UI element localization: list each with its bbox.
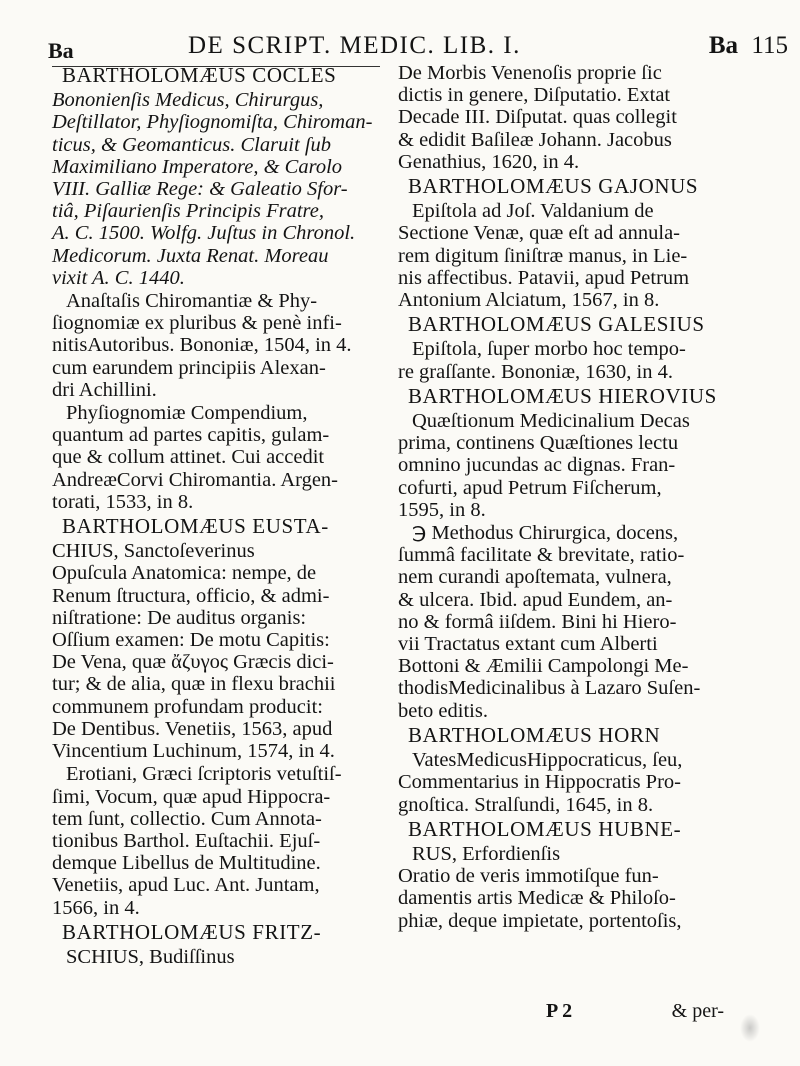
text-line: Maximiliano Imperatore, & Carolo: [52, 155, 343, 178]
text-line: beto editis.: [398, 699, 488, 722]
text-line: 1566, in 4.: [52, 896, 140, 919]
text-line: prima, continens Quæſtiones lectu: [398, 432, 679, 455]
text-line: cofurti, apud Petrum Fiſcherum,: [398, 476, 662, 499]
text-line: re graſſante. Bononiæ, 1630, in 4.: [398, 360, 673, 383]
text-line: que & collum attinet. Cui accedit: [52, 446, 325, 469]
text-line: Renum ſtructura, officio, & admi-: [52, 584, 330, 607]
entry-paragraph: [52, 402, 380, 513]
text-line: Quæſtionum Medicinalium Decas: [412, 410, 690, 433]
text-line: Medicorum. Juxta Renat. Moreau: [52, 244, 329, 267]
text-line: omnino jucundas ac dignas. Fran-: [398, 454, 676, 477]
text-line: quantum ad partes capitis, gulam-: [52, 424, 330, 447]
text-line: Sectione Venæ, quæ eſt ad annula-: [398, 222, 681, 245]
catchword: & per-: [671, 1000, 724, 1022]
text-line: Bononienſis Medicus, Chirurgus,: [52, 89, 324, 112]
text-line: niſtratione: De auditus organis:: [52, 606, 307, 629]
right-column: [398, 62, 764, 933]
entry-paragraph: [398, 62, 764, 173]
text-line: demque Libellus de Multitudine.: [52, 852, 321, 875]
text-line: De Vena, quæ ἄζυγος Græcis dici-: [52, 651, 334, 674]
text-line: Anaſtaſis Chiromantiæ & Phy-: [66, 290, 318, 313]
text-line: vii Tractatus extant cum Alberti: [398, 633, 658, 656]
text-line: ſimi, Vocum, quæ apud Hippocra-: [52, 785, 331, 808]
text-line: thodisMedicinalibus à Lazaro Suſen-: [398, 677, 701, 700]
text-line: rem digitum ſiniſtræ manus, in Lie-: [398, 244, 688, 267]
text-line: Opuſcula Anatomica: nempe, de: [52, 562, 317, 585]
text-line: VIII. Galliæ Rege: & Galeatio Sfor-: [52, 178, 348, 201]
text-line: De Dentibus. Venetiis, 1563, apud: [52, 717, 333, 740]
text-line: Bottoni & Æmilii Campolongi Me-: [398, 655, 689, 678]
text-line: Oratio de veris immotiſque fun-: [398, 865, 659, 888]
text-line: ticus, & Geomanticus. Claruit ſub: [52, 133, 332, 156]
entry-heading: BARTHOLOMÆUS COCLES: [62, 63, 337, 87]
entry-heading: BARTHOLOMÆUS HORN: [408, 722, 661, 747]
entry-paragraph: [398, 410, 764, 521]
text-line: dri Achillini.: [52, 378, 157, 401]
entry-paragraph: [398, 338, 764, 382]
text-line: 1595, in 8.: [398, 498, 486, 521]
text-line: vixit A. C. 1440.: [52, 266, 185, 289]
text-line: Epiſtola, ſuper morbo hoc tempo-: [412, 338, 686, 361]
text-line: nitisAutoribus. Bononiæ, 1504, in 4.: [52, 334, 352, 357]
text-line: ſummâ facilitate & brevitate, ratio-: [398, 544, 685, 567]
text-line: tem ſunt, collectio. Cum Annota-: [52, 807, 322, 830]
entry-heading: BARTHOLOMÆUS HIEROVIUS: [408, 383, 717, 408]
entry-paragraph: [398, 200, 764, 311]
text-line: Epiſtola ad Joſ. Valdanium de: [412, 200, 654, 223]
text-line: De Morbis Venenoſis proprie ſic: [398, 62, 662, 84]
text-line: AndreæCorvi Chiromantia. Argen-: [52, 468, 339, 491]
text-line: Venetiis, apud Luc. Ant. Juntam,: [52, 874, 320, 897]
running-header: [48, 30, 788, 64]
entry-heading: BARTHOLOMÆUS EUSTA-: [62, 514, 329, 539]
text-line: ſiognomiæ ex pluribus & penè infi-: [52, 312, 342, 335]
text-line: dictis in genere, Diſputatio. Extat: [398, 84, 671, 107]
text-line: Phyſiognomiæ Compendium,: [66, 402, 308, 425]
text-line: A. C. 1500. Wolfg. Juſtus in Chronol.: [52, 222, 356, 245]
paper-stain: [740, 1014, 760, 1042]
text-line: tionibus Barthol. Euſtachii. Ejuſ-: [52, 829, 321, 852]
left-column: [52, 62, 380, 969]
entry-paragraph: [398, 522, 764, 722]
text-line: cum earundem principiis Alexan-: [52, 356, 326, 379]
text-line: torati, 1533, in 8.: [52, 490, 194, 513]
text-line: CHIUS, Sanctoſeverinus: [52, 540, 255, 563]
text-line: & edidit Baſileæ Johann. Jacobus: [398, 128, 672, 151]
text-line: communem profundam producit:: [52, 695, 323, 718]
entry-paragraph: [52, 290, 380, 401]
entry-heading: BARTHOLOMÆUS FRITZ-: [62, 919, 322, 944]
text-line: & ulcera. Ibid. apud Eundem, an-: [398, 588, 673, 611]
entry-heading: BARTHOLOMÆUS GALESIUS: [408, 312, 705, 337]
text-line: ℈ Methodus Chirurgica, docens,: [412, 522, 679, 545]
text-line: VatesMedicusHippocraticus, ſeu,: [412, 749, 683, 772]
header-title: DE SCRIPT. MEDIC. LIB. I.: [188, 32, 521, 59]
text-line: Erotiani, Græci ſcriptoris vetuſtiſ-: [66, 763, 342, 786]
entry-paragraph: [52, 763, 380, 918]
text-line: no & formâ iiſdem. Bini hi Hiero-: [398, 610, 677, 633]
text-line: Vincentium Luchinum, 1574, in 4.: [52, 740, 335, 763]
text-line: Commentarius in Hippocratis Pro-: [398, 771, 681, 794]
entry-paragraph: [398, 843, 764, 932]
entry-paragraph: [52, 540, 380, 762]
text-line: nis affectibus. Patavii, apud Petrum: [398, 266, 690, 289]
signature-mark: P 2: [546, 1000, 573, 1022]
text-line: Decade III. Diſputat. quas collegit: [398, 106, 677, 129]
text-line: gnoſtica. Stralſundi, 1645, in 8.: [398, 793, 654, 816]
entry-paragraph: [52, 946, 380, 968]
header-left-mark: Ba: [48, 38, 74, 63]
text-line: phiæ, deque impietate, portentoſis,: [398, 909, 682, 932]
text-line: Oſſium examen: De motu Capitis:: [52, 629, 330, 652]
text-line: tur; & de alia, quæ in flexu brachii: [52, 673, 336, 696]
text-line: RUS, Erfordienſis: [412, 842, 561, 865]
text-line: nem curandi apoſtemata, vulnera,: [398, 566, 672, 589]
entry-heading: BARTHOLOMÆUS HUBNE-: [408, 816, 682, 841]
text-line: Deſtillator, Phyſiognomiſta, Chiroman-: [52, 111, 373, 134]
entry-paragraph: [398, 749, 764, 816]
entry-paragraph: [52, 89, 380, 289]
text-line: Genathius, 1620, in 4.: [398, 150, 580, 173]
text-line: damentis artis Medicæ & Philoſo-: [398, 887, 676, 910]
text-line: SCHIUS, Budiſſinus: [66, 945, 235, 968]
header-right-mark: Ba: [708, 32, 738, 59]
page-number: 115: [751, 32, 788, 59]
entry-heading: BARTHOLOMÆUS GAJONUS: [408, 174, 699, 199]
page-footer: [398, 1000, 764, 1024]
text-line: Antonium Alciatum, 1567, in 8.: [398, 289, 660, 312]
text-line: tiâ, Piſaurienſis Principis Fratre,: [52, 200, 324, 223]
